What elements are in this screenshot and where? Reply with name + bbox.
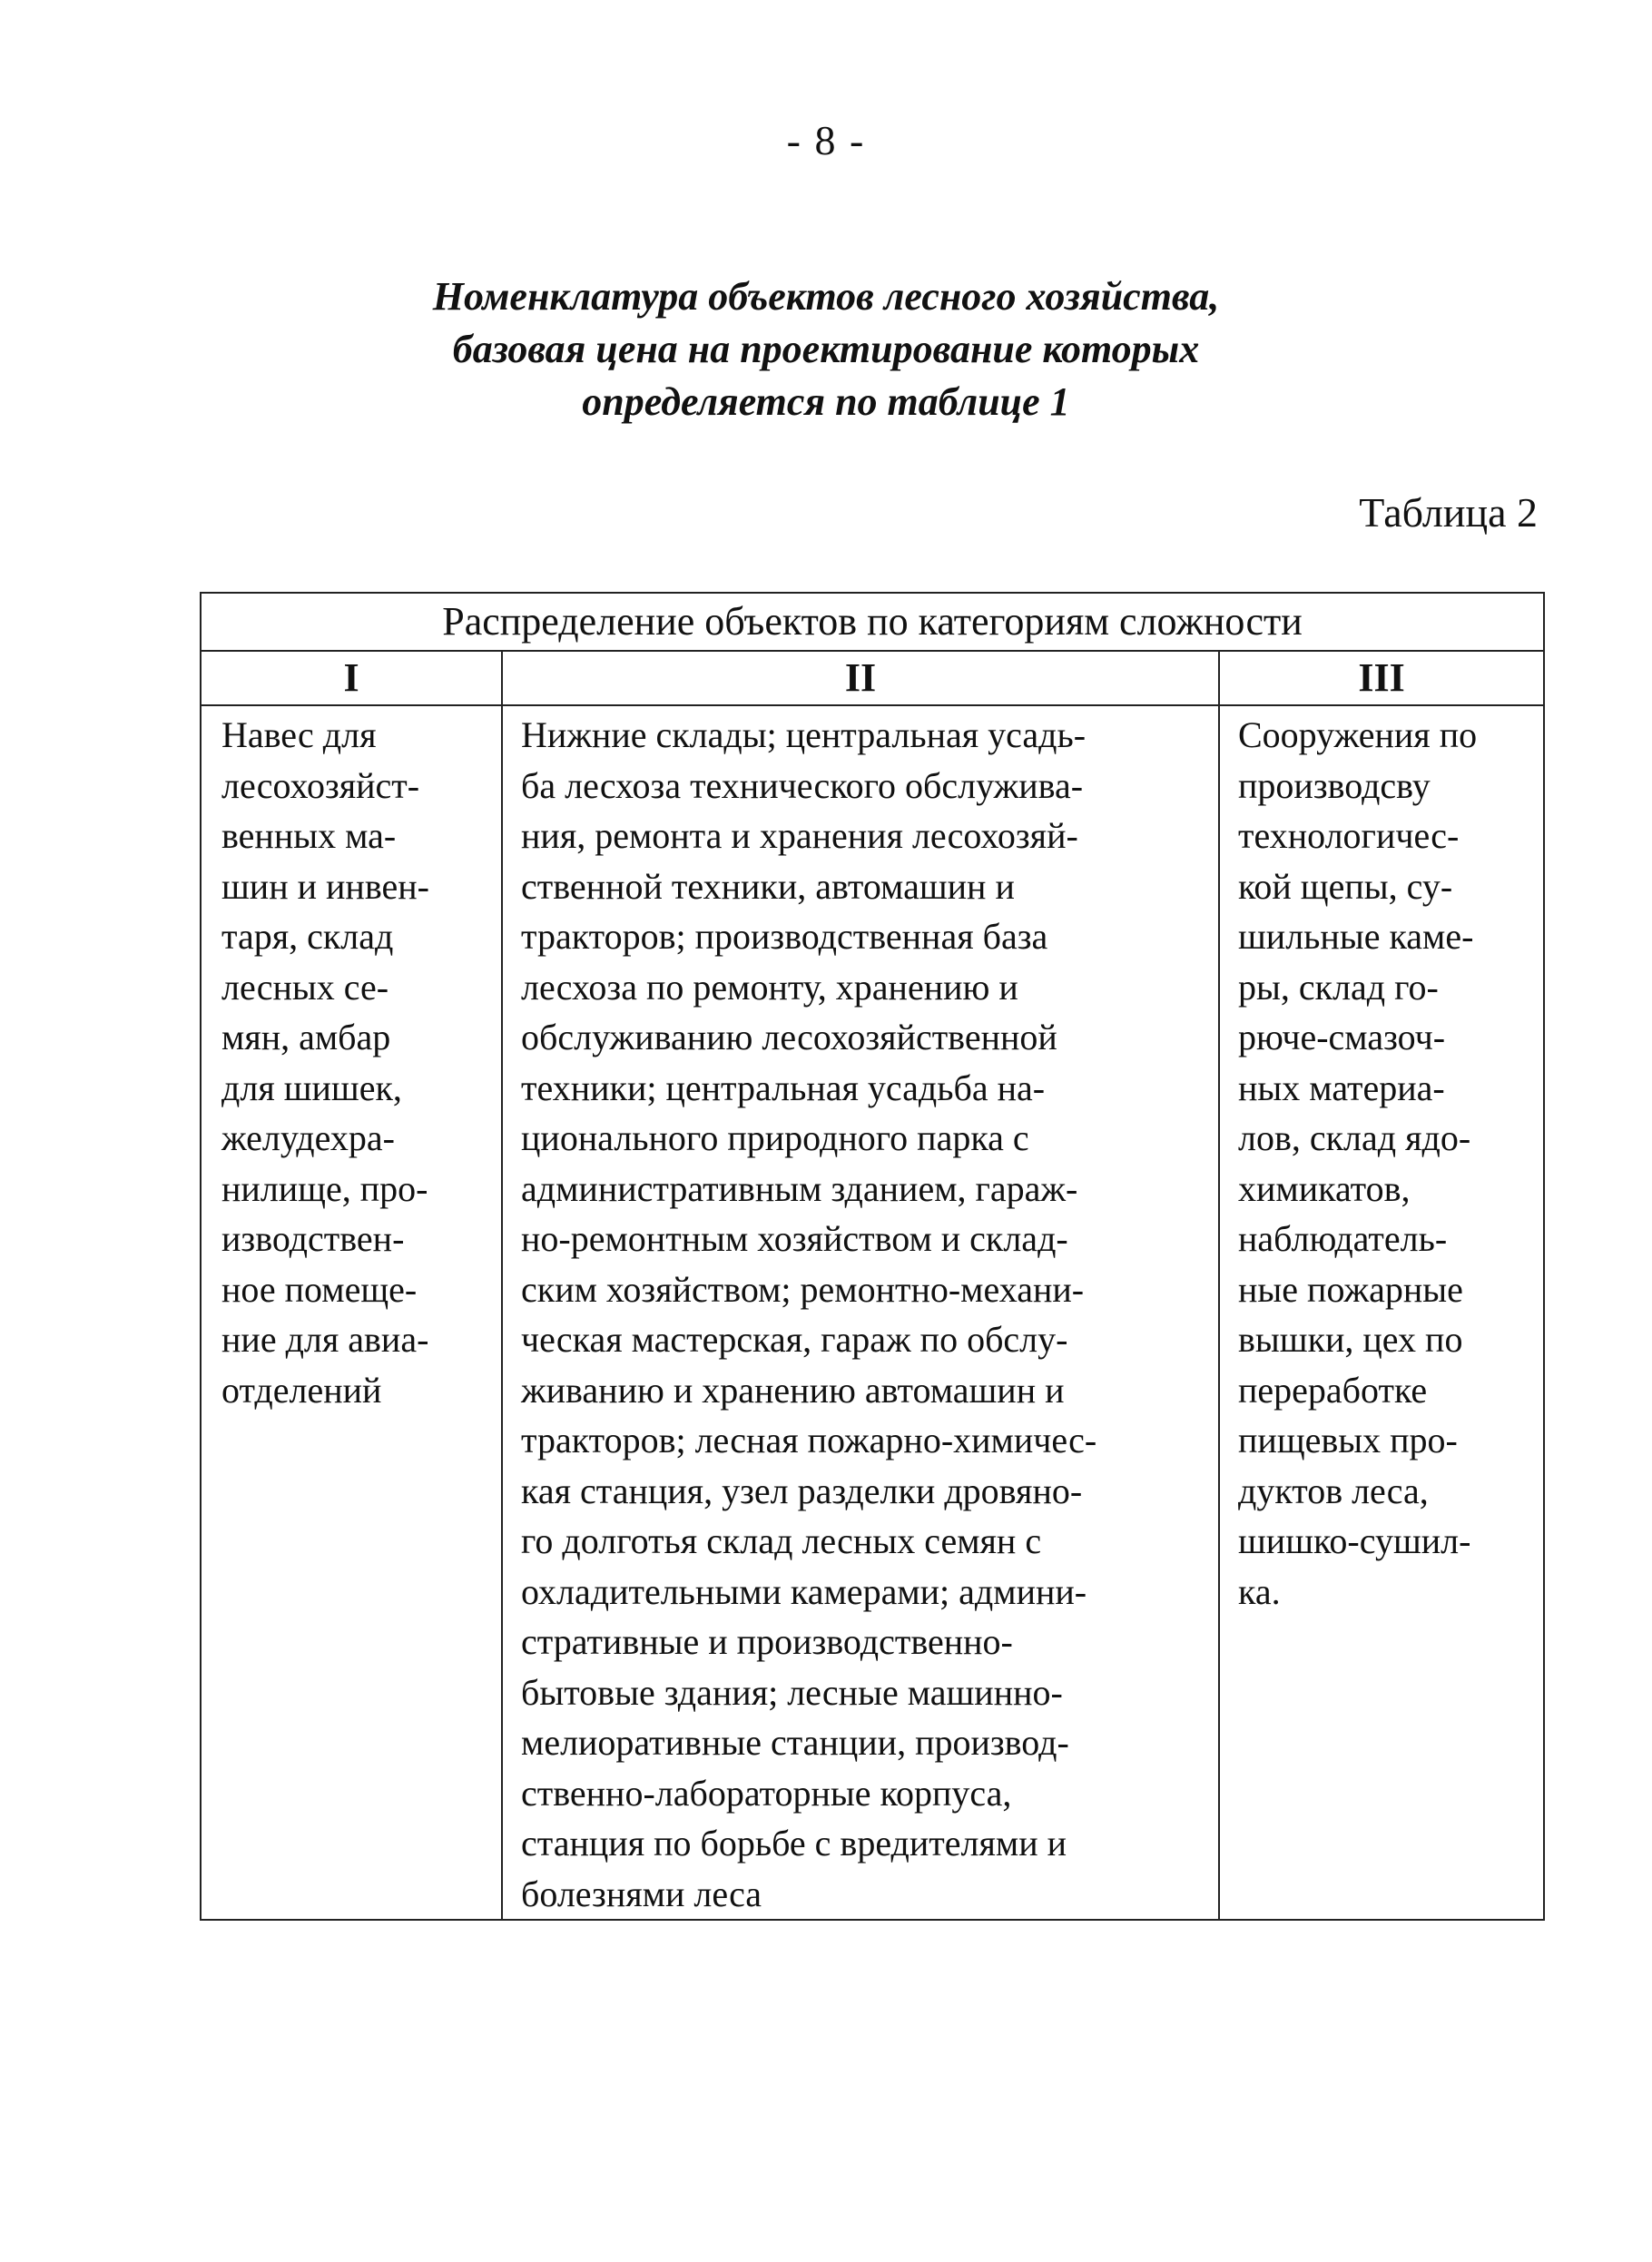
cell-text-line: переработке [1238, 1369, 1428, 1411]
cell-text-line: техники; центральная усадьба на- [521, 1067, 1046, 1108]
cell-text-line: станция по борьбе с вредителями и [521, 1823, 1067, 1864]
cell-text-line: пищевых про- [1238, 1420, 1458, 1460]
category-i-cell [201, 705, 502, 1920]
cell-text-line: наблюдатель- [1238, 1218, 1448, 1259]
cell-text-line: ния, ремонта и хранения лесохозяй- [521, 815, 1078, 856]
cell-text-line: Нижние склады; центральная усадь- [521, 714, 1087, 755]
cell-text-line: Сооружения по [1238, 714, 1478, 755]
document-title [0, 270, 1652, 428]
category-ii-cell [502, 705, 1219, 1920]
complexity-table [200, 592, 1545, 1921]
category-iii-text [1220, 706, 1543, 1617]
title-line: Номенклатура объектов лесного хозяйства, [432, 274, 1220, 319]
cell-text-line: для шишек, [221, 1067, 402, 1108]
cell-text-line: ка. [1238, 1570, 1281, 1612]
column-header-ii: II [502, 651, 1219, 705]
table-header-row [201, 651, 1544, 705]
cell-text-line: ционального природного парка с [521, 1117, 1029, 1158]
cell-text-line: изводствен- [221, 1218, 405, 1259]
cell-text-line: ческая мастерская, гараж по обслу- [521, 1319, 1068, 1360]
cell-text-line: кая станция, узел разделки дровяно- [521, 1470, 1083, 1511]
cell-text-line: дуктов леса, [1238, 1470, 1429, 1511]
cell-text-line: венных ма- [221, 815, 397, 856]
cell-text-line: шин и инвен- [221, 865, 429, 907]
cell-text-line: ским хозяйством; ремонтно-механи- [521, 1268, 1085, 1310]
cell-text-line: ственной техники, автомашин и [521, 865, 1015, 907]
cell-text-line: стративные и производственно- [521, 1621, 1013, 1662]
cell-text-line: рюче-смазоч- [1238, 1017, 1446, 1057]
cell-text-line: бытовые здания; лесные машинно- [521, 1671, 1063, 1713]
cell-text-line: но-ремонтным хозяйством и склад- [521, 1218, 1068, 1259]
cell-text-line: лесных се- [221, 966, 389, 1008]
column-header-i: I [201, 651, 502, 705]
title-line: определяется по таблице 1 [582, 379, 1070, 424]
cell-text-line: болезнями леса [521, 1873, 762, 1914]
table-label: Таблица 2 [1359, 489, 1538, 536]
column-header-iii: III [1219, 651, 1544, 705]
cell-text-line: нилище, про- [221, 1167, 428, 1209]
cell-text-line: живанию и хранению автомашин и [521, 1369, 1065, 1411]
table-row [201, 705, 1544, 1920]
cell-text-line: лов, склад ядо- [1238, 1117, 1471, 1158]
cell-text-line: мян, амбар [221, 1017, 391, 1057]
cell-text-line: ное помеще- [221, 1268, 418, 1310]
title-line: базовая цена на проектирование которых [452, 327, 1200, 371]
category-iii-cell [1219, 705, 1544, 1920]
cell-text-line: Навес для [221, 714, 377, 755]
cell-text-line: производсву [1238, 764, 1431, 806]
cell-text-line: ные пожарные [1238, 1268, 1463, 1310]
cell-text-line: лесхоза по ремонту, хранению и [521, 966, 1018, 1008]
cell-text-line: кой щепы, су- [1238, 865, 1453, 907]
table-caption-row [201, 593, 1544, 651]
cell-text-line: вышки, цех по [1238, 1319, 1463, 1360]
page-number: - 8 - [786, 117, 866, 163]
cell-text-line: ры, склад го- [1238, 966, 1439, 1008]
category-ii-text [503, 706, 1218, 1919]
cell-text-line: лесохозяйст- [221, 764, 420, 806]
cell-text-line: обслуживанию лесохозяйственной [521, 1017, 1057, 1057]
cell-text-line: отделений [221, 1369, 382, 1411]
cell-text-line: шильные каме- [1238, 916, 1474, 957]
cell-text-line: мелиоративные станции, производ- [521, 1722, 1069, 1763]
cell-text-line: ственно-лабораторные корпуса, [521, 1772, 1012, 1814]
cell-text-line: охладительными камерами; админи- [521, 1570, 1087, 1612]
cell-text-line: ние для авиа- [221, 1319, 429, 1360]
cell-text-line: тракторов; лесная пожарно-химичес- [521, 1420, 1097, 1460]
cell-text-line: административным зданием, гараж- [521, 1167, 1078, 1209]
cell-text-line: химикатов, [1238, 1167, 1411, 1209]
table-caption: Распределение объектов по категориям сложности [201, 593, 1544, 651]
category-i-text [202, 706, 501, 1415]
cell-text-line: тракторов; производственная база [521, 916, 1048, 957]
cell-text-line: технологичес- [1238, 815, 1460, 856]
cell-text-line: шишко-сушил- [1238, 1520, 1471, 1561]
cell-text-line: ба лесхоза технического обслужива- [521, 764, 1084, 806]
cell-text-line: таря, склад [221, 916, 394, 957]
cell-text-line: го долготья склад лесных семян с [521, 1520, 1042, 1561]
cell-text-line: ных материа- [1238, 1067, 1445, 1108]
cell-text-line: желудехра- [221, 1117, 395, 1158]
